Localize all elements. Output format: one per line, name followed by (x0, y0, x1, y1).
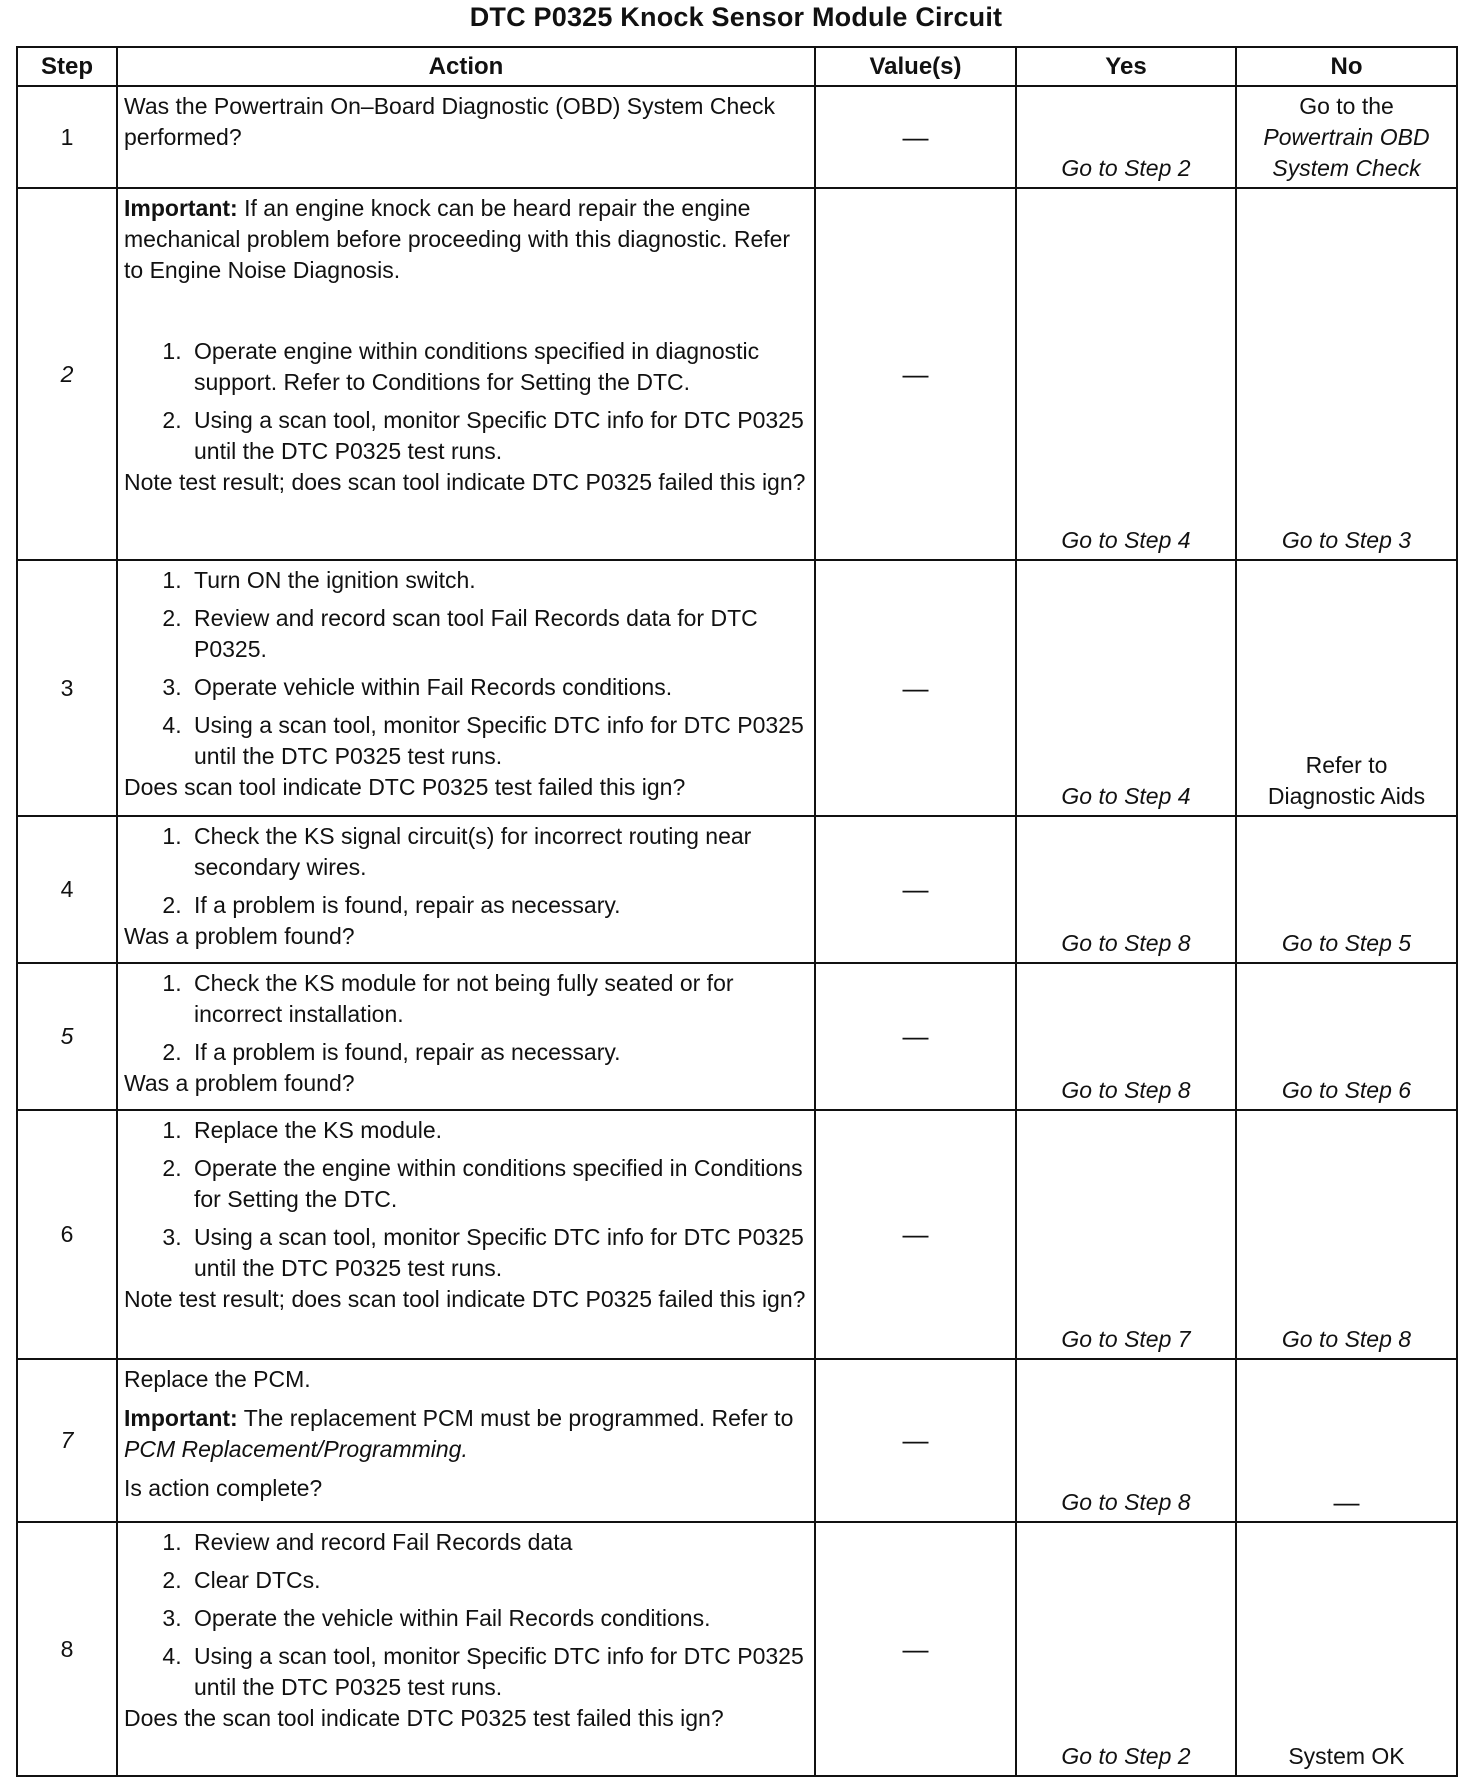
yes-cell: Go to Step 4 (1016, 188, 1236, 560)
table-row-step-4 (17, 816, 1457, 963)
value-cell: — (815, 86, 1016, 188)
action-steps-list (124, 1115, 806, 1284)
no-cell: Go to Step 5 (1236, 816, 1457, 963)
list-item: 4. Using a scan tool, monitor Specific DTC info for DTC P0325 until the DTC P0325 test runs. (188, 1641, 806, 1703)
no-cell: Go to Step 6 (1236, 963, 1457, 1110)
action-question: Was a problem found? (124, 923, 355, 949)
list-item: 3. Operate vehicle within Fail Records conditions. (188, 672, 806, 703)
action-question: Was a problem found? (124, 1070, 355, 1096)
step-number: 1 (17, 86, 117, 188)
no-cell: Go to Step 8 (1236, 1110, 1457, 1359)
action-cell (117, 816, 815, 963)
action-question: Was the Powertrain On–Board Diagnostic (OBD) System Check performed? (124, 93, 776, 150)
list-item: 2. Using a scan tool, monitor Specific DTC info for DTC P0325 until the DTC P0325 test runs. (188, 405, 806, 467)
list-item: 2. Clear DTCs. (188, 1565, 806, 1596)
value-cell: — (815, 1522, 1016, 1776)
header-values: Value(s) (815, 47, 1016, 86)
header-action: Action (117, 47, 815, 86)
table-row-step-3 (17, 560, 1457, 816)
no-cell (1236, 86, 1457, 188)
list-item: 4. Using a scan tool, monitor Specific DTC info for DTC P0325 until the DTC P0325 test runs. (188, 710, 806, 772)
document-title: DTC P0325 Knock Sensor Module Circuit (469, 2, 1003, 32)
table-header-row (17, 47, 1457, 86)
step-number: 3 (17, 560, 117, 816)
yes-cell: Go to Step 2 (1016, 1522, 1236, 1776)
yes-cell: Go to Step 8 (1016, 816, 1236, 963)
header-no: No (1236, 47, 1457, 86)
no-cell: Refer to Diagnostic Aids (1236, 560, 1457, 816)
list-item: 1. Check the KS signal circuit(s) for incorrect routing near secondary wires. (188, 821, 806, 883)
action-cell (117, 86, 815, 188)
list-item: 3. Operate the vehicle within Fail Records conditions. (188, 1603, 806, 1634)
step-number: 5 (17, 963, 117, 1110)
table-row-step-2 (17, 188, 1457, 560)
yes-cell: Go to Step 2 (1016, 86, 1236, 188)
important-text: If an engine knock can be heard repair the engine mechanical problem before proceeding with this diagnostic. Refer to Engine Noise Diagnosis. (124, 195, 791, 283)
action-cell (117, 1110, 815, 1359)
action-question: Does the scan tool indicate DTC P0325 test failed this ign? (124, 1705, 724, 1731)
list-item: 2. Review and record scan tool Fail Records data for DTC P0325. (188, 603, 806, 665)
list-item: 1. Turn ON the ignition switch. (188, 565, 806, 596)
value-cell: — (815, 1110, 1016, 1359)
list-item: 2. If a problem is found, repair as necessary. (188, 1037, 806, 1068)
important-note (124, 1403, 806, 1465)
important-label: Important: (124, 195, 238, 221)
important-label: Important: (124, 1405, 238, 1431)
step-number: 8 (17, 1522, 117, 1776)
table-row-step-8 (17, 1522, 1457, 1776)
action-cell (117, 963, 815, 1110)
list-item: 1. Check the KS module for not being fully seated or for incorrect installation. (188, 968, 806, 1030)
value-cell: — (815, 963, 1016, 1110)
action-steps-list (124, 968, 806, 1068)
action-intro: Replace the PCM. (124, 1366, 311, 1392)
list-item: 3. Using a scan tool, monitor Specific DTC info for DTC P0325 until the DTC P0325 test runs. (188, 1222, 806, 1284)
no-cell: Go to Step 3 (1236, 188, 1457, 560)
action-steps-list (124, 565, 806, 772)
yes-cell: Go to Step 7 (1016, 1110, 1236, 1359)
value-cell: — (815, 816, 1016, 963)
no-text-reference: Powertrain OBD System Check (1263, 124, 1430, 181)
action-cell (117, 560, 815, 816)
header-step: Step (17, 47, 117, 86)
no-cell: System OK (1236, 1522, 1457, 1776)
list-item: 2. Operate the engine within conditions specified in Conditions for Setting the DTC. (188, 1153, 806, 1215)
table-row-step-6 (17, 1110, 1457, 1359)
list-item: 1. Review and record Fail Records data (188, 1527, 806, 1558)
yes-cell: Go to Step 8 (1016, 1359, 1236, 1522)
action-steps-list (124, 821, 806, 921)
action-question: Is action complete? (124, 1475, 323, 1501)
action-steps-list (124, 336, 806, 467)
no-text: Go to the (1299, 93, 1394, 119)
value-cell: — (815, 560, 1016, 816)
step-number: 2 (17, 188, 117, 560)
list-item: 2. If a problem is found, repair as necessary. (188, 890, 806, 921)
action-cell (117, 1359, 815, 1522)
value-cell: — (815, 188, 1016, 560)
table-row-step-5 (17, 963, 1457, 1110)
table-row-step-1 (17, 86, 1457, 188)
step-number: 6 (17, 1110, 117, 1359)
table-row-step-7 (17, 1359, 1457, 1522)
important-note (124, 193, 806, 286)
value-cell: — (815, 1359, 1016, 1522)
important-text: The replacement PCM must be programmed. Refer to (243, 1405, 794, 1431)
list-item: 1. Replace the KS module. (188, 1115, 806, 1146)
diagnostic-table (16, 46, 1458, 1777)
action-question: Note test result; does scan tool indicate DTC P0325 failed this ign? (124, 1286, 806, 1312)
action-cell (117, 188, 815, 560)
step-number: 7 (17, 1359, 117, 1522)
action-question: Does scan tool indicate DTC P0325 test failed this ign? (124, 774, 686, 800)
action-steps-list (124, 1527, 806, 1703)
yes-cell: Go to Step 8 (1016, 963, 1236, 1110)
important-reference: PCM Replacement/Programming. (124, 1436, 468, 1462)
header-yes: Yes (1016, 47, 1236, 86)
action-cell (117, 1522, 815, 1776)
yes-cell: Go to Step 4 (1016, 560, 1236, 816)
action-question: Note test result; does scan tool indicate DTC P0325 failed this ign? (124, 469, 806, 495)
step-number: 4 (17, 816, 117, 963)
no-cell: — (1236, 1359, 1457, 1522)
list-item: 1. Operate engine within conditions specified in diagnostic support. Refer to Conditions for Setting the DTC. (188, 336, 806, 398)
